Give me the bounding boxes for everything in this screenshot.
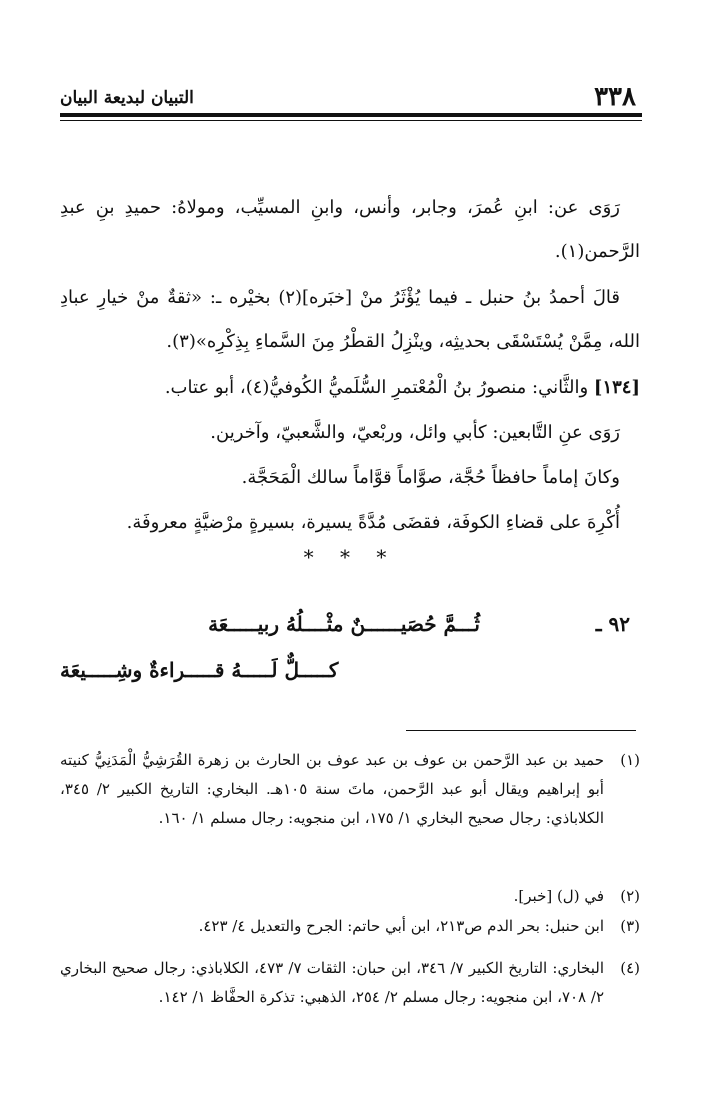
verse-number: ٩٢ ـ bbox=[595, 612, 630, 636]
footnote-1 bbox=[60, 746, 640, 833]
paragraph-narrated-from: رَوَى عن: ابنِ عُمرَ، وجابر، وأنس، وابنِ المسيِّب، ومولاهُ: حميدِ بنِ عبدِ الرَّحمن(١). bbox=[60, 197, 640, 262]
footnote-label: (٢) bbox=[620, 887, 640, 905]
entry-number: [١٣٤] bbox=[593, 377, 640, 398]
footnote-text: حميد بن عبد الرَّحمن بن عوف بن عبد عوف بن الحارث بن زهرة القُرَشِيُّ الْمَدَنِيُّ كنيته أبو إبراهيم ويقال أبو عبد الرَّحمن، ماتَ سنة ١٠٥هـ. البخاري: التاريخ الكبير ٢/ ٣٤٥، الكلاباذي: رجال صحيح البخاري ١/ ١٧٥، ابن منجويه: رجال مسلم ١/ ١٦٠. bbox=[60, 751, 604, 827]
footnote-text: ابن حنبل: بحر الدم ص٢١٣، ابن أبي حاتم: الجرح والتعديل ٤/ ٤٢٣. bbox=[198, 917, 604, 935]
verse-hemistich-2: كـــــلٌّ لَـــــهُ قـــــراءةٌ وشِـــــيعَة bbox=[60, 658, 339, 682]
paragraph-judiciary: أُكْرِهَ على قضاءِ الكوفَة، فقضَى مُدَّةً يسيرة، بسيرةٍ مرْضيَّةٍ معروفَة. bbox=[126, 512, 620, 533]
section-separator: * * * bbox=[303, 545, 397, 569]
footnote-label: (٤) bbox=[620, 959, 640, 977]
paragraph-ahmad-quote: قالَ أحمدُ بنُ حنبل ـ فيما يُؤْثَرُ منْ [خبَره](٢) بخيْره ـ: «ثقةٌ منْ خيارِ عبادِ الله، مِمَّنْ يُسْتَسْقَى بحديثِه، وينْزِلُ القطْرُ مِنَ السَّماءِ بِذِكْرِه»(٣). bbox=[60, 287, 640, 352]
footnote-label: (٣) bbox=[620, 917, 640, 935]
page-number: ٣٣٨ bbox=[594, 82, 636, 112]
footnote-4 bbox=[60, 954, 640, 1012]
footnote-text: البخاري: التاريخ الكبير ٧/ ٣٤٦، ابن حبان: الثقات ٧/ ٤٧٣، الكلاباذي: رجال صحيح البخاري ٢/ ٧٠٨، ابن منجويه: رجال مسلم ٢/ ٢٥٤، الذهبي: تذكرة الحفَّاظ ١/ ١٤٢. bbox=[60, 959, 604, 1006]
entry-text: والثَّاني: منصورُ بنُ الْمُعْتمرِ السُّلَميُّ الكُوفيُّ(٤)، أبو عتاب. bbox=[164, 377, 589, 398]
paragraph-imam: وكانَ إماماً حافظاً حُجَّة، صوَّاماً قوَّاماً سالك الْمَحَجَّة. bbox=[241, 467, 620, 488]
footnote-text: في (ل) [خبر]. bbox=[513, 887, 604, 905]
paragraph-entry-134 bbox=[60, 366, 640, 410]
header-rule-thick bbox=[60, 113, 642, 117]
footnote-label: (١) bbox=[620, 751, 640, 769]
footnote-separator bbox=[406, 730, 636, 731]
header-rule-thin bbox=[60, 120, 642, 121]
page-header bbox=[60, 82, 640, 112]
paragraph-narrated-from-tabiin: رَوَى عنِ التَّابعين: كأبي وائل، وربْعيّ، والشَّعبيّ، وآخرين. bbox=[210, 422, 620, 443]
footnote-3 bbox=[60, 912, 640, 941]
verse-hemistich-1: ثُـــمَّ حُصَيــــــنٌ مثْــــلُهُ ربيـــــعَة bbox=[208, 612, 480, 636]
running-title: التبيان لبديعة البيان bbox=[60, 88, 194, 108]
footnote-2 bbox=[60, 882, 640, 911]
